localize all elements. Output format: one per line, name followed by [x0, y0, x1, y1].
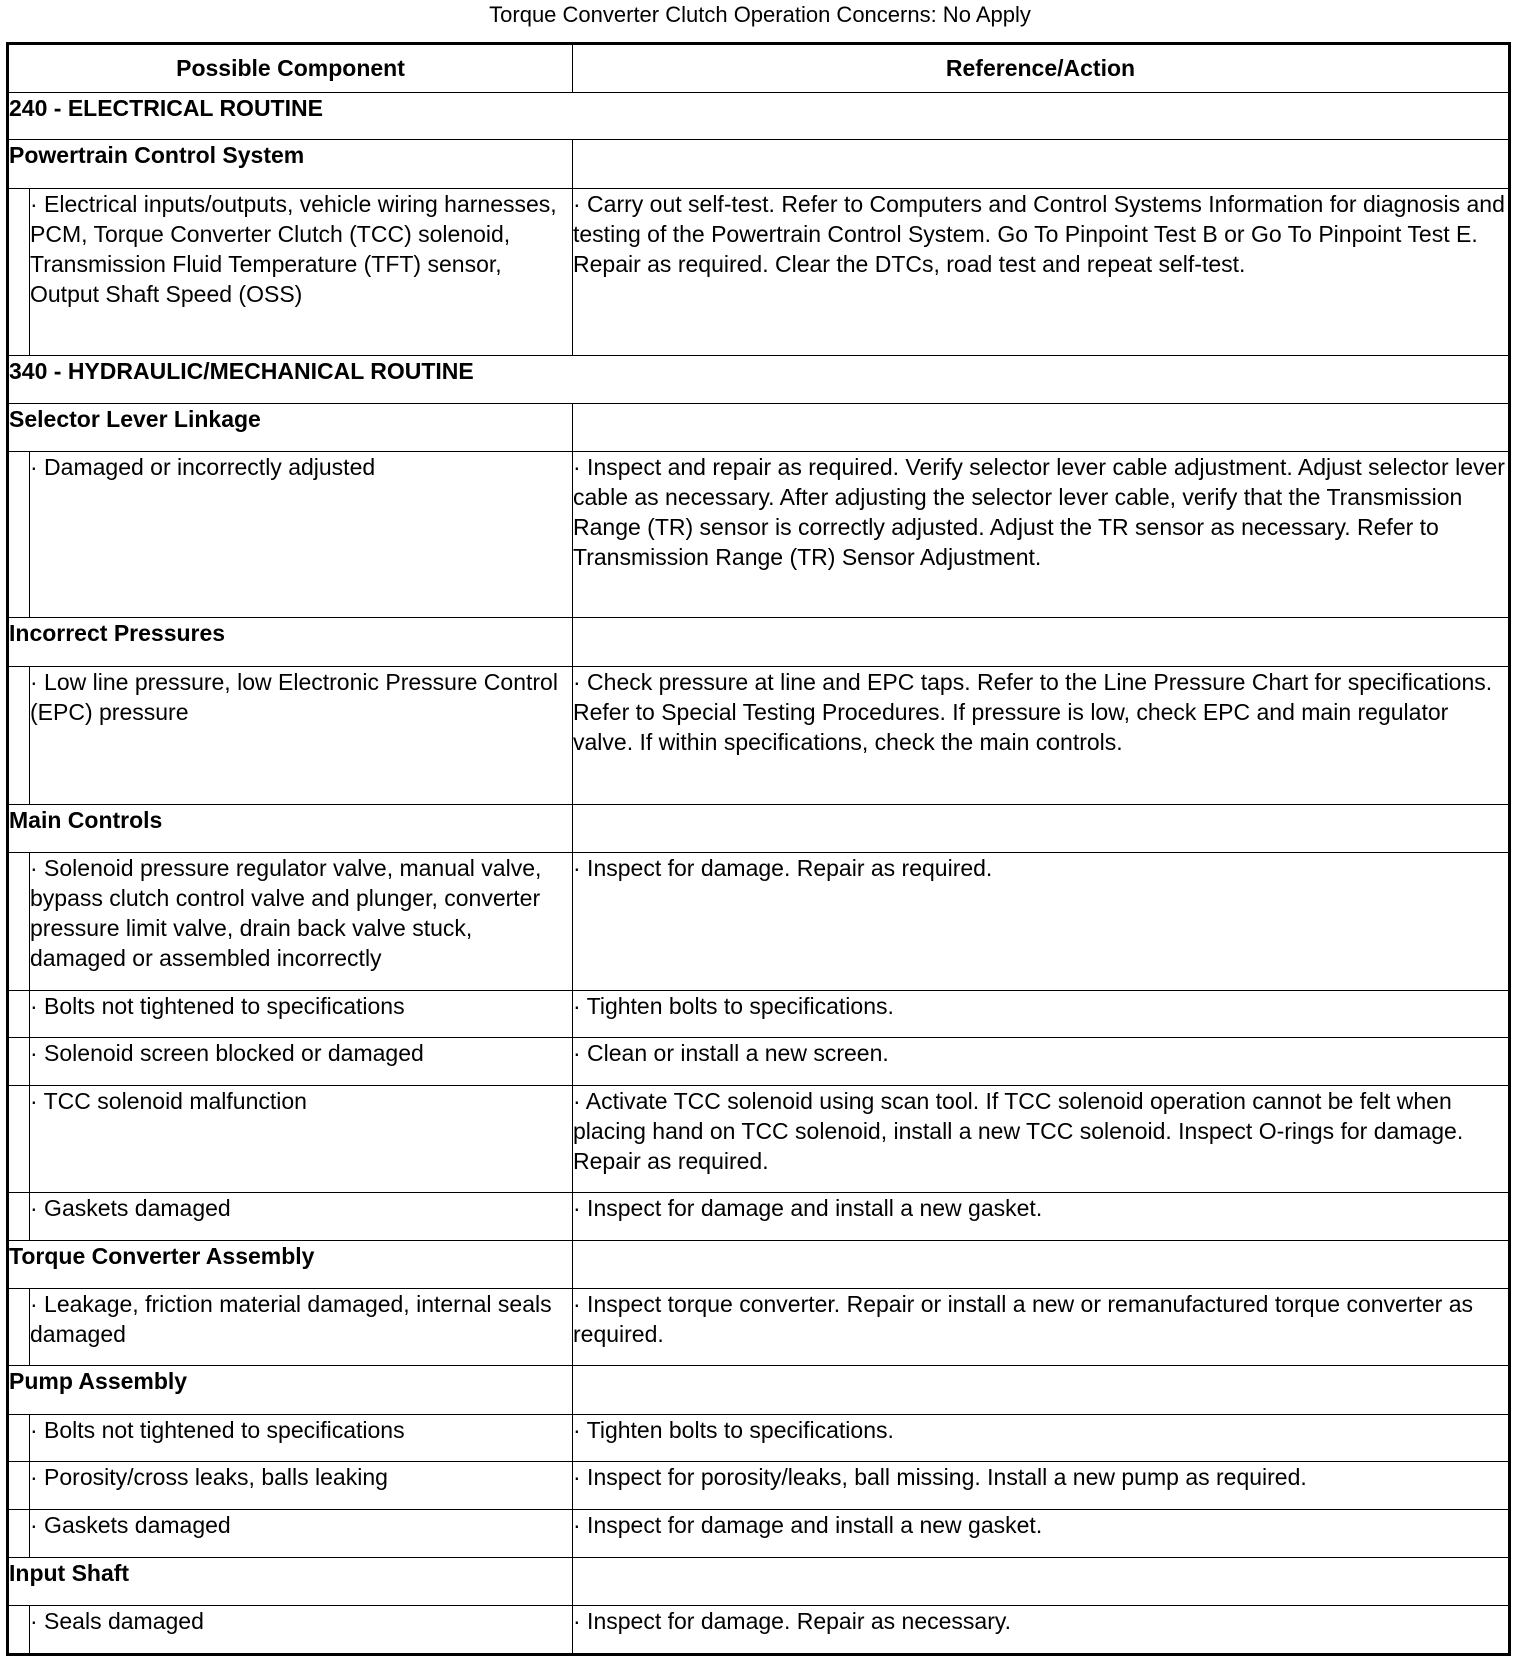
indent-cell [8, 1288, 30, 1365]
action-cell: · Tighten bolts to specifications. [573, 1414, 1510, 1462]
component-cell: · Porosity/cross leaks, balls leaking [30, 1462, 573, 1510]
group-action-empty [573, 1241, 1510, 1289]
group-action-empty [573, 618, 1510, 667]
component-cell: · Gaskets damaged [30, 1509, 573, 1557]
component-cell: · Bolts not tightened to specifications [30, 990, 573, 1038]
table-row [8, 1288, 1510, 1365]
indent-cell [8, 1462, 30, 1510]
action-cell: · Check pressure at line and EPC taps. Refer to the Line Pressure Chart for specifications. Refer to Special Testing Procedures. If pressure is low, check EPC and main regulator valve. If within specifications, check the main controls. [573, 667, 1510, 805]
header-row [8, 44, 1510, 93]
group-title: Torque Converter Assembly [8, 1241, 573, 1289]
group-row [8, 1557, 1510, 1606]
component-cell: · Bolts not tightened to specifications [30, 1414, 573, 1462]
group-action-empty [573, 1366, 1510, 1415]
group-action-empty [573, 403, 1510, 452]
action-cell: · Activate TCC solenoid using scan tool. If TCC solenoid operation cannot be felt when placing hand on TCC solenoid, install a new TCC solenoid. Inspect O-rings for damage. Repair as required. [573, 1085, 1510, 1192]
action-cell: · Inspect for porosity/leaks, ball missing. Install a new pump as required. [573, 1462, 1510, 1510]
group-title: Selector Lever Linkage [8, 403, 573, 452]
group-row [8, 403, 1510, 452]
indent-cell [8, 1085, 30, 1192]
action-cell: · Inspect for damage. Repair as necessary. [573, 1606, 1510, 1655]
action-cell: · Carry out self-test. Refer to Computers and Control Systems Information for diagnosis and testing of the Powertrain Control System. Go To Pinpoint Test B or Go To Pinpoint Test E. Repair as required. Clear the DTCs, road test and repeat self-test. [573, 188, 1510, 355]
section-row [8, 356, 1510, 404]
component-cell: · Seals damaged [30, 1606, 573, 1655]
group-title: Main Controls [8, 804, 573, 853]
action-cell: · Inspect torque converter. Repair or install a new or remanufactured torque converter as required. [573, 1288, 1510, 1365]
component-cell: · Electrical inputs/outputs, vehicle wiring harnesses, PCM, Torque Converter Clutch (TCC) solenoid, Transmission Fluid Temperature (TFT) sensor, Output Shaft Speed (OSS) [30, 188, 573, 355]
indent-cell [8, 990, 30, 1038]
group-row [8, 618, 1510, 667]
document-title: Torque Converter Clutch Operation Concerns: No Apply [489, 2, 1031, 27]
component-cell: · Low line pressure, low Electronic Pressure Control (EPC) pressure [30, 667, 573, 805]
action-cell: · Inspect for damage and install a new gasket. [573, 1509, 1510, 1557]
indent-cell [8, 1414, 30, 1462]
action-cell: · Clean or install a new screen. [573, 1038, 1510, 1086]
action-cell: · Inspect for damage. Repair as required. [573, 853, 1510, 991]
section-title: 240 - ELECTRICAL ROUTINE [8, 92, 1510, 140]
component-cell: · Solenoid screen blocked or damaged [30, 1038, 573, 1086]
group-row [8, 804, 1510, 853]
indent-cell [8, 1509, 30, 1557]
column-header-component: Possible Component [8, 44, 573, 93]
indent-cell [8, 667, 30, 805]
group-row [8, 1366, 1510, 1415]
section-title: 340 - HYDRAULIC/MECHANICAL ROUTINE [8, 356, 1510, 404]
table-row [8, 1606, 1510, 1655]
table-row [8, 1085, 1510, 1192]
group-title: Incorrect Pressures [8, 618, 573, 667]
component-cell: · Gaskets damaged [30, 1192, 573, 1241]
group-title: Input Shaft [8, 1557, 573, 1606]
table-row [8, 990, 1510, 1038]
indent-cell [8, 1038, 30, 1086]
action-cell: · Inspect and repair as required. Verify selector lever cable adjustment. Adjust selector lever cable as necessary. After adjusting the selector lever cable, verify that the Transmission Range (TR) sensor is correctly adjusted. Adjust the TR sensor as necessary. Refer to Transmission Range (TR) Sensor Adjustment. [573, 452, 1510, 618]
group-row [8, 1241, 1510, 1289]
component-cell: · TCC solenoid malfunction [30, 1085, 573, 1192]
table-row [8, 1192, 1510, 1241]
table-row [8, 1414, 1510, 1462]
section-row [8, 92, 1510, 140]
group-action-empty [573, 804, 1510, 853]
indent-cell [8, 1606, 30, 1655]
table-row [8, 853, 1510, 991]
group-title: Powertrain Control System [8, 140, 573, 189]
group-row [8, 140, 1510, 189]
action-cell: · Inspect for damage and install a new gasket. [573, 1192, 1510, 1241]
group-title: Pump Assembly [8, 1366, 573, 1415]
indent-cell [8, 452, 30, 618]
table-row [8, 1038, 1510, 1086]
component-cell: · Solenoid pressure regulator valve, manual valve, bypass clutch control valve and plunger, converter pressure limit valve, drain back valve stuck, damaged or assembled incorrectly [30, 853, 573, 991]
table-row [8, 667, 1510, 805]
indent-cell [8, 1192, 30, 1241]
table-row [8, 1462, 1510, 1510]
group-action-empty [573, 1557, 1510, 1606]
column-header-action: Reference/Action [573, 44, 1510, 93]
component-cell: · Damaged or incorrectly adjusted [30, 452, 573, 618]
table-row [8, 452, 1510, 618]
indent-cell [8, 853, 30, 991]
table-row [8, 188, 1510, 355]
diagnostic-table [6, 42, 1511, 1656]
component-cell: · Leakage, friction material damaged, internal seals damaged [30, 1288, 573, 1365]
group-action-empty [573, 140, 1510, 189]
indent-cell [8, 188, 30, 355]
table-row [8, 1509, 1510, 1557]
action-cell: · Tighten bolts to specifications. [573, 990, 1510, 1038]
